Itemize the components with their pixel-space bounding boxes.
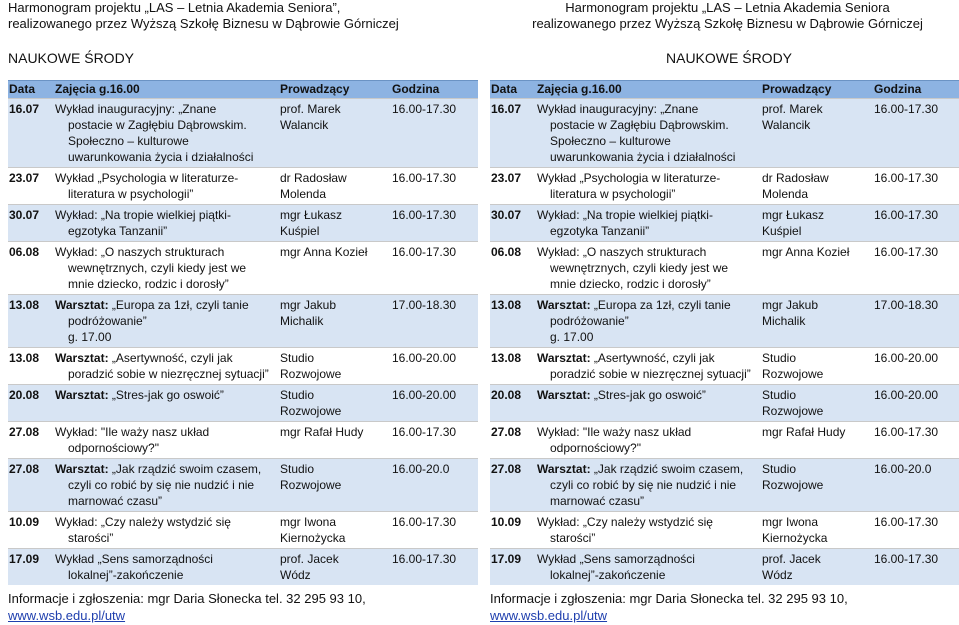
row-date: 06.08: [491, 245, 522, 259]
lead-line: Walancik: [280, 118, 329, 132]
class-line: Wykład „Psychologia w literaturze-: [55, 171, 239, 185]
lead-line: Kiernożycka: [762, 531, 828, 545]
flyer-right: [490, 0, 959, 625]
workshop-label: Warsztat:: [55, 462, 109, 476]
footer-link[interactable]: www.wsb.edu.pl/utw: [8, 608, 126, 623]
table-header: [490, 80, 959, 98]
row-class: [55, 244, 275, 292]
footer-info: Informacje i zgłoszenia: mgr Daria Słonecka tel. 32 295 93 10,: [8, 591, 366, 606]
class-line: Warsztat: „Europa za 1zł, czyli tanie: [55, 298, 249, 312]
schedule-table: [8, 80, 478, 585]
class-line: starości”: [68, 531, 114, 545]
row-time: 16.00-20.0: [392, 462, 450, 476]
class-line: Wykład: „Na tropie wielkiej piątki-: [55, 208, 231, 222]
row-time: 16.00-20.00: [392, 351, 457, 365]
table-row: [8, 458, 478, 511]
lead-line: Kuśpiel: [280, 224, 320, 238]
class-line: Warsztat: „Asertywność, czyli jak: [537, 351, 715, 365]
column-header-lead: Prowadzący: [762, 82, 832, 96]
header-line-1: Harmonogram projektu „LAS – Letnia Akademia Seniora”,: [8, 0, 341, 15]
class-line: marnować czasu”: [550, 494, 645, 508]
lead-line: mgr Rafał Hudy: [280, 425, 364, 439]
class-line: literatura w psychologii”: [68, 187, 194, 201]
row-date: 30.07: [491, 208, 522, 222]
workshop-label: Warsztat:: [55, 351, 109, 365]
lead-line: mgr Jakub: [280, 298, 337, 312]
row-date: 13.08: [491, 351, 522, 365]
table-row: [490, 458, 959, 511]
row-lead: [280, 207, 388, 239]
class-line: wewnętrznych, czyli kiedy jest we: [68, 261, 247, 275]
row-time: 16.00-17.30: [874, 552, 939, 566]
lead-line: mgr Anna Kozieł: [762, 245, 850, 259]
row-lead: [762, 207, 870, 239]
flyer-header: [8, 0, 483, 32]
lead-line: prof. Jacek: [762, 552, 821, 566]
table-row: [8, 511, 478, 548]
class-line: Wykład: „O naszych strukturach: [55, 245, 225, 259]
lead-line: Wódz: [762, 568, 793, 582]
lead-line: Rozwojowe: [762, 367, 824, 381]
footer-info: Informacje i zgłoszenia: mgr Daria Słonecka tel. 32 295 93 10,: [490, 591, 848, 606]
row-class: [55, 461, 275, 509]
class-line: g. 17.00: [68, 330, 112, 344]
row-class: [55, 207, 275, 239]
header-line-1: Harmonogram projektu „LAS – Letnia Akademia Seniora: [565, 0, 890, 15]
subtitle: NAUKOWE ŚRODY: [8, 50, 135, 66]
class-line: odpornościowy?": [68, 441, 159, 455]
row-lead: [762, 424, 870, 440]
table-row: [490, 294, 959, 347]
row-class: [55, 350, 275, 382]
row-time: 16.00-17.30: [392, 245, 457, 259]
lead-line: Studio: [762, 388, 797, 402]
footer: [490, 590, 848, 624]
row-time: 16.00-17.30: [392, 552, 457, 566]
row-date: 13.08: [9, 298, 40, 312]
row-time: 16.00-17.30: [874, 208, 939, 222]
class-line: Wykład: "Ile waży nasz układ: [537, 425, 692, 439]
header-line-2: realizowanego przez Wyższą Szkołę Biznesu w Dąbrowie Górniczej: [8, 16, 399, 31]
workshop-label: Warsztat:: [537, 388, 591, 402]
row-date: 27.08: [491, 425, 522, 439]
lead-line: mgr Iwona: [762, 515, 819, 529]
class-line: mnie dziecko, rodzic i dorosły”: [68, 277, 229, 291]
row-lead: [280, 551, 388, 583]
row-time: 17.00-18.30: [392, 298, 457, 312]
row-lead: [280, 350, 388, 382]
class-line: czyli co robić by się nie nudzić i nie: [68, 478, 255, 492]
row-lead: [280, 424, 388, 440]
table-row: [8, 204, 478, 241]
table-row: [8, 167, 478, 204]
table-row: [490, 204, 959, 241]
row-lead: [280, 514, 388, 546]
row-time: 16.00-17.30: [874, 425, 939, 439]
class-line: podróżowanie”: [550, 314, 629, 328]
class-line: Warsztat: „Stres-jak go oswoić”: [55, 388, 224, 402]
lead-line: Kuśpiel: [762, 224, 802, 238]
column-header-class: Zajęcia g.16.00: [537, 82, 622, 96]
row-class: [537, 207, 757, 239]
lead-line: Rozwojowe: [280, 478, 342, 492]
class-line: Społeczno – kulturowe: [68, 134, 189, 148]
row-lead: [280, 387, 388, 419]
class-line: Wykład: "Ile waży nasz układ: [55, 425, 210, 439]
row-time: 16.00-17.30: [392, 208, 457, 222]
row-lead: [280, 101, 388, 133]
class-line: egzotyka Tanzanii”: [68, 224, 168, 238]
row-class: [537, 387, 757, 403]
class-line: egzotyka Tanzanii”: [550, 224, 650, 238]
row-date: 27.08: [491, 462, 522, 476]
row-lead: [762, 387, 870, 419]
lead-line: Molenda: [280, 187, 327, 201]
lead-line: prof. Marek: [762, 102, 823, 116]
column-header-class: Zajęcia g.16.00: [55, 82, 140, 96]
lead-line: Rozwojowe: [762, 404, 824, 418]
row-class: [537, 350, 757, 382]
lead-line: dr Radosław: [280, 171, 347, 185]
class-line: Warsztat: „Stres-jak go oswoić”: [537, 388, 706, 402]
class-line: Wykład: „O naszych strukturach: [537, 245, 707, 259]
class-line: Wykład inauguracyjny: „Znane: [537, 102, 699, 116]
class-line: Warsztat: „Europa za 1zł, czyli tanie: [537, 298, 731, 312]
row-lead: [762, 170, 870, 202]
row-class: [55, 297, 275, 345]
row-class: [537, 297, 757, 345]
class-line: literatura w psychologii”: [550, 187, 676, 201]
table-row: [8, 98, 478, 167]
row-class: [55, 424, 275, 456]
schedule-table: [490, 80, 959, 585]
row-date: 20.08: [9, 388, 40, 402]
lead-line: Studio: [280, 462, 315, 476]
row-time: 16.00-17.30: [392, 425, 457, 439]
row-time: 16.00-17.30: [874, 102, 939, 116]
row-date: 10.09: [491, 515, 522, 529]
row-time: 16.00-17.30: [874, 171, 939, 185]
lead-line: Studio: [280, 351, 315, 365]
row-lead: [762, 551, 870, 583]
lead-line: Rozwojowe: [280, 367, 342, 381]
table-row: [8, 421, 478, 458]
class-line: odpornościowy?": [550, 441, 641, 455]
lead-line: Studio: [280, 388, 315, 402]
row-class: [55, 387, 275, 403]
class-line: poradzić sobie w niezręcznej sytuacji”: [550, 367, 751, 381]
row-lead: [762, 461, 870, 493]
row-class: [55, 170, 275, 202]
row-lead: [762, 297, 870, 329]
class-line: Wykład „Sens samorządności: [537, 552, 695, 566]
class-line: postacie w Zagłębiu Dąbrowskim.: [68, 118, 247, 132]
table-row: [8, 548, 478, 585]
row-date: 17.09: [491, 552, 522, 566]
footer-link[interactable]: www.wsb.edu.pl/utw: [490, 608, 608, 623]
row-lead: [762, 244, 870, 260]
row-date: 30.07: [9, 208, 40, 222]
class-line: czyli co robić by się nie nudzić i nie: [550, 478, 737, 492]
row-time: 16.00-17.30: [392, 102, 457, 116]
class-line: lokalnej”-zakończenie: [68, 568, 184, 582]
class-line: uwarunkowania życia i działalności: [550, 150, 736, 164]
row-class: [537, 551, 757, 583]
class-line: Wykład inauguracyjny: „Znane: [55, 102, 217, 116]
table-row: [490, 421, 959, 458]
row-class: [537, 170, 757, 202]
workshop-label: Warsztat:: [55, 298, 109, 312]
lead-line: mgr Łukasz: [762, 208, 825, 222]
row-class: [537, 101, 757, 165]
lead-line: Rozwojowe: [762, 478, 824, 492]
table-row: [490, 384, 959, 421]
row-time: 16.00-20.0: [874, 462, 932, 476]
lead-line: mgr Iwona: [280, 515, 337, 529]
row-date: 13.08: [491, 298, 522, 312]
workshop-label: Warsztat:: [537, 298, 591, 312]
row-date: 06.08: [9, 245, 40, 259]
row-lead: [280, 244, 388, 260]
row-time: 16.00-20.00: [392, 388, 457, 402]
table-row: [490, 347, 959, 384]
class-line: Wykład „Psychologia w literaturze-: [537, 171, 721, 185]
row-date: 16.07: [491, 102, 522, 116]
class-line: lokalnej”-zakończenie: [550, 568, 666, 582]
lead-line: Wódz: [280, 568, 311, 582]
lead-line: Michalik: [280, 314, 324, 328]
workshop-label: Warsztat:: [55, 388, 109, 402]
row-class: [55, 551, 275, 583]
row-date: 17.09: [9, 552, 40, 566]
lead-line: mgr Jakub: [762, 298, 819, 312]
lead-line: prof. Jacek: [280, 552, 339, 566]
table-row: [490, 511, 959, 548]
table-row: [8, 241, 478, 294]
class-line: Warsztat: „Jak rządzić swoim czasem,: [55, 462, 262, 476]
table-row: [490, 241, 959, 294]
column-header-date: Data: [491, 82, 518, 96]
row-lead: [762, 101, 870, 133]
row-date: 27.08: [9, 462, 40, 476]
footer: [8, 590, 366, 624]
class-line: uwarunkowania życia i działalności: [68, 150, 254, 164]
lead-line: mgr Łukasz: [280, 208, 343, 222]
class-line: starości”: [550, 531, 596, 545]
class-line: postacie w Zagłębiu Dąbrowskim.: [550, 118, 729, 132]
table-row: [490, 98, 959, 167]
row-class: [537, 244, 757, 292]
row-time: 16.00-20.00: [874, 388, 939, 402]
row-lead: [280, 461, 388, 493]
row-time: 16.00-17.30: [874, 245, 939, 259]
class-line: marnować czasu”: [68, 494, 163, 508]
row-time: 16.00-17.30: [392, 171, 457, 185]
row-lead: [762, 350, 870, 382]
column-header-time: Godzina: [392, 82, 440, 96]
table-row: [490, 167, 959, 204]
column-header-lead: Prowadzący: [280, 82, 350, 96]
row-time: 16.00-17.30: [874, 515, 939, 529]
lead-line: Rozwojowe: [280, 404, 342, 418]
row-date: 13.08: [9, 351, 40, 365]
table-row: [8, 384, 478, 421]
lead-line: dr Radosław: [762, 171, 829, 185]
row-time: 16.00-17.30: [392, 515, 457, 529]
table-row: [490, 548, 959, 585]
row-time: 16.00-20.00: [874, 351, 939, 365]
class-line: Warsztat: „Asertywność, czyli jak: [55, 351, 233, 365]
lead-line: Walancik: [762, 118, 811, 132]
row-date: 27.08: [9, 425, 40, 439]
row-class: [55, 514, 275, 546]
subtitle: NAUKOWE ŚRODY: [666, 50, 793, 66]
flyer-header: [490, 0, 959, 32]
header-line-2: realizowanego przez Wyższą Szkołę Biznesu w Dąbrowie Górniczej: [532, 16, 923, 31]
row-lead: [280, 170, 388, 202]
lead-line: Studio: [762, 462, 797, 476]
row-class: [537, 424, 757, 456]
row-lead: [280, 297, 388, 329]
class-line: Wykład: „Czy należy wstydzić się: [55, 515, 231, 529]
lead-line: prof. Marek: [280, 102, 341, 116]
row-class: [55, 101, 275, 165]
class-line: Wykład „Sens samorządności: [55, 552, 213, 566]
row-class: [537, 514, 757, 546]
column-header-date: Data: [9, 82, 36, 96]
class-line: Warsztat: „Jak rządzić swoim czasem,: [537, 462, 744, 476]
row-lead: [762, 514, 870, 546]
lead-line: Michalik: [762, 314, 806, 328]
flyer-left: [8, 0, 483, 625]
table-row: [8, 347, 478, 384]
class-line: Społeczno – kulturowe: [550, 134, 671, 148]
class-line: Wykład: „Czy należy wstydzić się: [537, 515, 713, 529]
table-row: [8, 294, 478, 347]
lead-line: Kiernożycka: [280, 531, 346, 545]
lead-line: Molenda: [762, 187, 809, 201]
table-header: [8, 80, 478, 98]
row-class: [537, 461, 757, 509]
row-date: 10.09: [9, 515, 40, 529]
lead-line: Studio: [762, 351, 797, 365]
lead-line: mgr Rafał Hudy: [762, 425, 846, 439]
row-date: 23.07: [9, 171, 40, 185]
workshop-label: Warsztat:: [537, 351, 591, 365]
lead-line: mgr Anna Kozieł: [280, 245, 368, 259]
class-line: Wykład: „Na tropie wielkiej piątki-: [537, 208, 713, 222]
class-line: g. 17.00: [550, 330, 594, 344]
row-date: 16.07: [9, 102, 40, 116]
class-line: poradzić sobie w niezręcznej sytuacji”: [68, 367, 269, 381]
class-line: mnie dziecko, rodzic i dorosły”: [550, 277, 711, 291]
row-date: 23.07: [491, 171, 522, 185]
row-time: 17.00-18.30: [874, 298, 939, 312]
workshop-label: Warsztat:: [537, 462, 591, 476]
row-date: 20.08: [491, 388, 522, 402]
column-header-time: Godzina: [874, 82, 922, 96]
class-line: podróżowanie”: [68, 314, 147, 328]
class-line: wewnętrznych, czyli kiedy jest we: [550, 261, 729, 275]
